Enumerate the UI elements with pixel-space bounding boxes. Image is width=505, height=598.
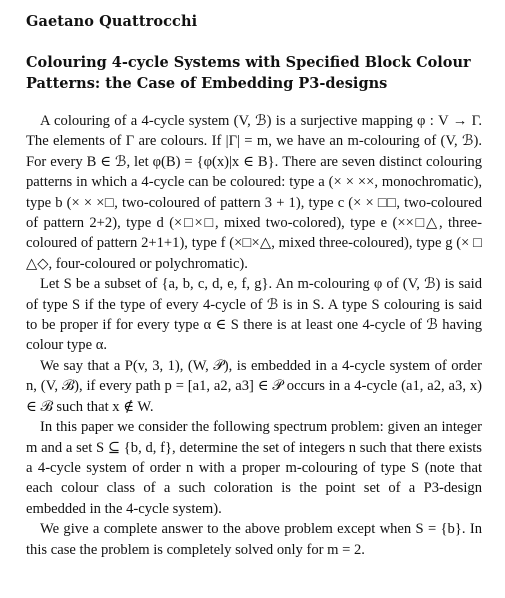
paragraph-type-s: Let S be a subset of {a, b, c, d, e, f, g}. An m-colouring φ of (V, ℬ) is said of type S if the type of every 4-cycle of ℬ is in S. A type S colouring is said to be proper if for every type α ∈ S there is at least one 4-cycle of ℬ having colour type α. [26,276,482,354]
paragraph-embedding: We say that a P(v, 3, 1), (W, 𝒫), is embedded in a 4-cycle system of order n, (V, ℬ), if every path p = [a1, a2, a3] ∈ 𝒫 occurs in a 4-cycle (a1, a2, a3, x) ∈ ℬ such that x ∉ W. [26,357,482,415]
paragraph-result: We give a complete answer to the above problem except when S = {b}. In this case the problem is completely solved only for m = 2. [26,521,482,558]
paragraph-colouring-definition: A colouring of a 4-cycle system (V, ℬ) is a surjective mapping φ : V → Γ. The elements of Γ are colours. If |Γ| = m, we have an m-colouring of (V, ℬ). For every B ∈ ℬ, let φ(B) = {φ(x)|x ∈ B}. There are seven distinct colouring patterns in which a 4-cycle can be coloured: type a (× × ××, monochromatic), type b (× × ×□, two-coloured of pattern 3 + 1), type c (× × □□, two-coloured of pattern 2+2), type d (×□×□, mixed two-colored), type e (××□△, three-coloured of pattern 2+1+1), type f (×□×△, mixed three-coloured), type g (× □ △◇, four-coloured or polychromatic). [26,113,482,272]
author-name: Gaetano Quattrocchi [26,13,198,30]
paragraph-spectrum-problem: In this paper we consider the following spectrum problem: given an integer m and a set S ⊆ {b, d, f}, determine the set of integers n such that there exists a 4-cycle system of order n with a proper m-colouring of type S (note that each colour class of a such coloration is the point set of a P3-design embedded in the 4-cycle system). [26,419,482,517]
paper-title: Colouring 4-cycle Systems with Specified Block Colour Patterns: the Case of Embedding P3-designs [26,54,471,92]
abstract [26,111,482,560]
